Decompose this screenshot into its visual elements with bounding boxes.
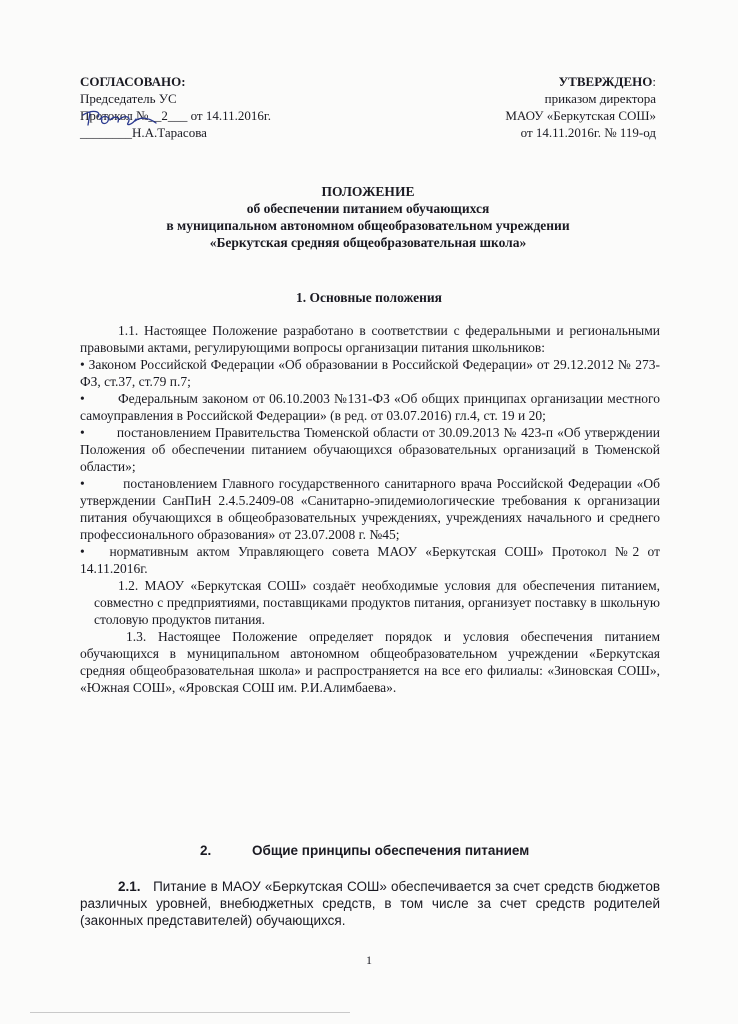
approved-label: УТВЕРЖДЕНО (558, 74, 653, 89)
approval-block-right (396, 73, 656, 141)
title-line-4: «Беркутская средняя общеобразовательная школа» (209, 235, 527, 250)
director-order-line: приказом директора (544, 91, 656, 106)
section-1-body (80, 322, 660, 696)
protocol-line: Протокол №__2___ от 14.11.2016г. (80, 108, 271, 123)
chair-signature-line: ________Н.А.Тарасова (80, 125, 207, 140)
bullet-item: • нормативным актом Управляющего совета МАОУ «Беркутская СОШ» Протокол №2 от 14.11.2016г. (80, 544, 661, 576)
paragraph-2-1-number: 2.1. (118, 879, 141, 894)
paragraph-1-1: 1.1. Настоящее Положение разработано в соответствии с федеральными и региональными правовыми актами, регулирующими вопросы организации питания школьников: (80, 323, 660, 355)
bullet-item: • Федеральным законом от 06.10.2003 №131-ФЗ «Об общих принципах организации местного самоуправления в Российской Федерации» (в ред. от 03.07.2016) гл.4, ст. 19 и 20; (80, 391, 660, 423)
paragraph-2-1 (80, 878, 660, 929)
school-name-line: МАОУ «Беркутская СОШ» (505, 108, 656, 123)
paragraph-1-2: 1.2. МАОУ «Беркутская СОШ» создаёт необходимые условия для обеспечения питанием, совместно с предприятиями, поставщиками продуктов питания, организует поставку в школьную столовую продуктов питания. (94, 578, 660, 627)
section-1-heading: 1. Основные положения (296, 290, 442, 305)
order-date-line: от 14.11.2016г. № 119-од (520, 125, 656, 140)
approved-colon: : (652, 74, 656, 89)
bullet-text: Законом Российской Федерации «Об образовании в Российской Федерации» от 29.12.2012 № 273-ФЗ, ст.37, ст.79 п.7; (80, 357, 660, 389)
bullet-text: Федеральным законом от 06.10.2003 №131-ФЗ «Об общих принципах организации местного самоуправления в Российской Федерации» (в ред. от 03.07.2016) гл.4, ст. 19 и 20; (80, 391, 660, 423)
bullet-text: постановлением Правительства Тюменской области от 30.09.2013 № 423-п «Об утверждении Положения об обеспечении питанием обучающихся образовательных организаций в Тюменской области»; (80, 425, 660, 474)
bullet-item: • постановлением Правительства Тюменской области от 30.09.2013 № 423-п «Об утверждении Положения об обеспечении питанием обучающихся образовательных организаций в Тюменской области»; (80, 425, 660, 474)
title-line-3: в муниципальном автономном общеобразовательном учреждении (166, 218, 570, 233)
title-line-2: об обеспечении питанием обучающихся (246, 201, 490, 216)
title-line-1: ПОЛОЖЕНИЕ (321, 184, 415, 199)
scan-edge-line (30, 1012, 350, 1013)
bullet-item: • постановлением Главного государственного санитарного врача Российской Федерации «Об утверждении СанПиН 2.4.5.2409-08 «Санитарно-эпидемиологические требования к организации питания обучающихся в общеобразовательных учреждениях, учреждениях начального и среднего профессионального образования» от 23.07.2008 г. №45; (80, 476, 661, 542)
bullet-item: • Законом Российской Федерации «Об образовании в Российской Федерации» от 29.12.2012 № 273-ФЗ, ст.37, ст.79 п.7; (80, 357, 660, 389)
document-title (100, 183, 636, 251)
paragraph-2-1-text: Питание в МАОУ «Беркутская СОШ» обеспечивается за счет средств бюджетов различных уровней, внебюджетных средств, в том числе за счет средств родителей (законных представителей) обучающихся. (80, 879, 660, 928)
section-2-number: 2. (200, 843, 212, 858)
agreed-label: СОГЛАСОВАНО: (80, 74, 186, 89)
council-chair-line: Председатель УС (80, 91, 177, 106)
bullet-text: постановлением Главного государственного санитарного врача Российской Федерации «Об утверждении СанПиН 2.4.5.2409-08 «Санитарно-эпидемиологические требования к организации питания обучающихся в общеобразовательных учреждениях, учреждениях начального и среднего профессионального образования» от 23.07.2008 г. №45; (80, 476, 661, 542)
paragraph-1-3: 1.3. Настоящее Положение определяет порядок и условия обеспечения питанием обучающихся в муниципальном автономном общеобразовательном учреждении «Беркутская средняя общеобразовательная школа» и распространяется на все его филиалы: «Зиновская СОШ», «Южная СОШ», «Яровская СОШ им. Р.И.Алимбаева». (80, 629, 660, 695)
page-number: 1 (366, 953, 372, 967)
bullet-text: нормативным актом Управляющего совета МАОУ «Беркутская СОШ» Протокол №2 от 14.11.2016г. (80, 544, 661, 576)
handwritten-signature (80, 107, 160, 133)
section-2-title: Общие принципы обеспечения питанием (252, 843, 530, 858)
